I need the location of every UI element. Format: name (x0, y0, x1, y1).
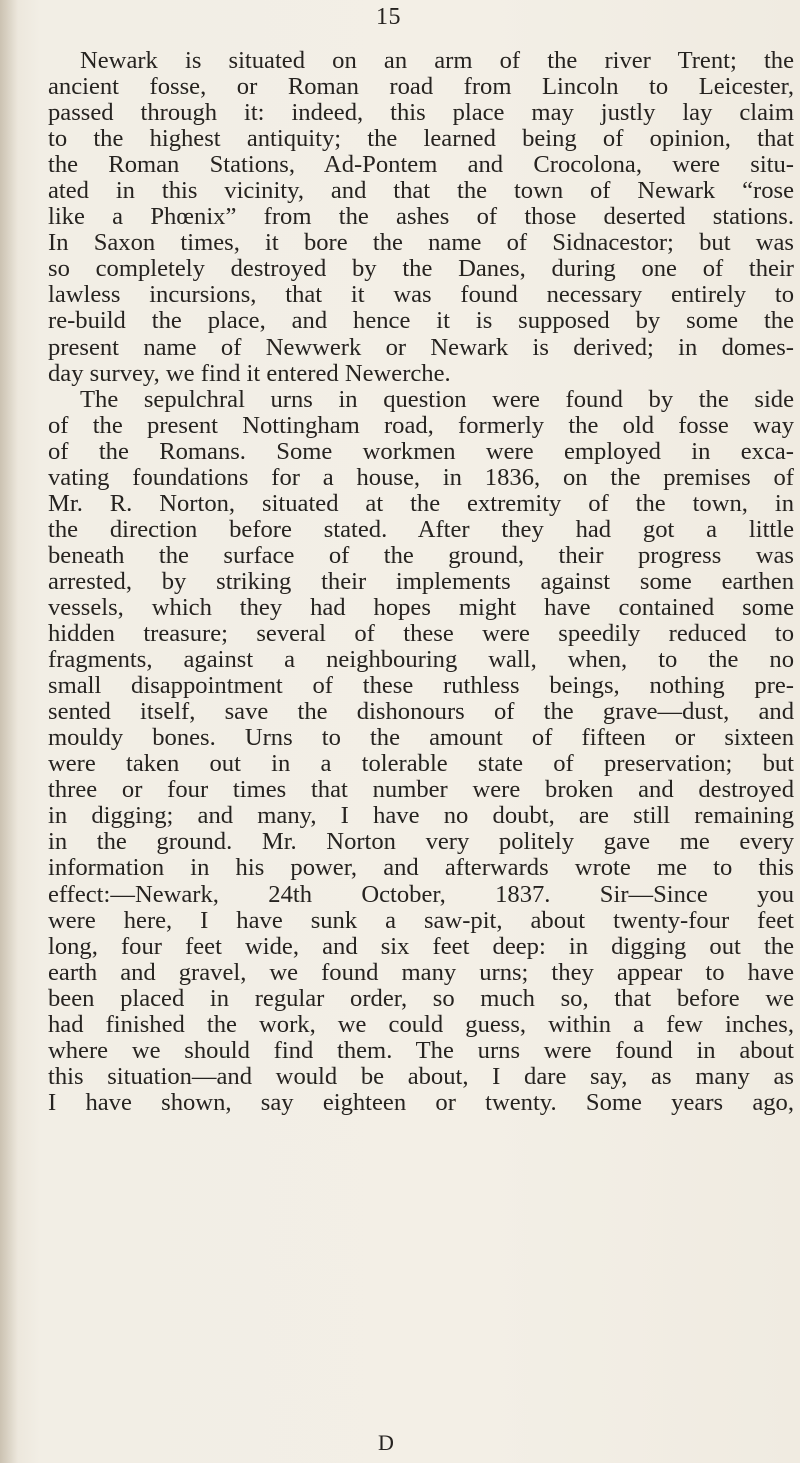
text-line: small disappointment of these ruthless beings, nothing pre- (48, 673, 794, 700)
text-line: effect:—Newark, 24th October, 1837. Sir—Since you (48, 881, 794, 908)
text-line: of the present Nottingham road, formerly the old fosse way (48, 412, 794, 439)
text-line: in the ground. Mr. Norton very politely gave me every (48, 829, 794, 856)
text-line: ated in this vicinity, and that the town of Newark “rose (48, 178, 794, 205)
text-line: present name of Newwerk or Newark is derived; in domes- (48, 334, 794, 361)
text-line: vessels, which they had hopes might have contained some (48, 594, 794, 621)
text-line: I have shown, say eighteen or twenty. Some years ago, (48, 1089, 794, 1116)
text-line: sented itself, save the dishonours of the grave—dust, and (48, 699, 794, 726)
text-line: hidden treasure; several of these were speedily reduced to (48, 621, 794, 648)
text-line: fragments, against a neighbouring wall, when, to the no (48, 647, 794, 674)
text-line: the Roman Stations, Ad-Pontem and Crocolona, were situ- (48, 152, 794, 179)
page-number: 15 (376, 4, 401, 30)
text-line: of the Romans. Some workmen were employed in exca- (48, 438, 794, 465)
text-line: were here, I have sunk a saw-pit, about twenty-four feet (48, 907, 794, 934)
text-line: long, four feet wide, and six feet deep: in digging out the (48, 933, 794, 960)
text-line: like a Phœnix” from the ashes of those deserted stations. (48, 204, 794, 231)
text-line: to the highest antiquity; the learned being of opinion, that (48, 126, 794, 153)
text-line: In Saxon times, it bore the name of Sidnacestor; but was (48, 230, 794, 257)
text-line: arrested, by striking their implements against some earthen (48, 568, 794, 595)
text-line: in digging; and many, I have no doubt, are still remaining (48, 803, 794, 830)
text-line: this situation—and would be about, I dare say, as many as (48, 1063, 794, 1090)
text-line: ancient fosse, or Roman road from Lincoln to Leicester, (48, 74, 794, 101)
text-line: mouldy bones. Urns to the amount of fifteen or sixteen (48, 725, 794, 752)
text-line: day survey, we find it entered Newerche. (48, 360, 451, 387)
text-line: been placed in regular order, so much so, that before we (48, 985, 794, 1012)
text-line: passed through it: indeed, this place may justly lay claim (48, 100, 794, 127)
text-line: the direction before stated. After they had got a little (48, 516, 794, 543)
text-line: Newark is situated on an arm of the river Trent; the (80, 48, 794, 74)
text-line: Mr. R. Norton, situated at the extremity of the town, in (48, 490, 794, 517)
text-line: information in his power, and afterwards wrote me to this (48, 855, 794, 882)
text-line: so completely destroyed by the Danes, during one of their (48, 256, 794, 283)
text-line: were taken out in a tolerable state of preservation; but (48, 751, 794, 778)
text-line: The sepulchral urns in question were found by the side (80, 386, 794, 413)
text-line: vating foundations for a house, in 1836, on the premises of (48, 464, 794, 491)
text-line: lawless incursions, that it was found necessary entirely to (48, 282, 794, 309)
text-line: earth and gravel, we found many urns; they appear to have (48, 959, 794, 986)
signature-mark: D (378, 1430, 394, 1455)
binding-shadow (0, 0, 18, 1463)
body-text (48, 48, 794, 1116)
text-line: three or four times that number were broken and destroyed (48, 777, 794, 804)
text-line: had finished the work, we could guess, within a few inches, (48, 1011, 794, 1038)
text-line: where we should find them. The urns were found in about (48, 1037, 794, 1064)
text-line: beneath the surface of the ground, their progress was (48, 542, 794, 569)
text-line: re-build the place, and hence it is supposed by some the (48, 308, 794, 335)
